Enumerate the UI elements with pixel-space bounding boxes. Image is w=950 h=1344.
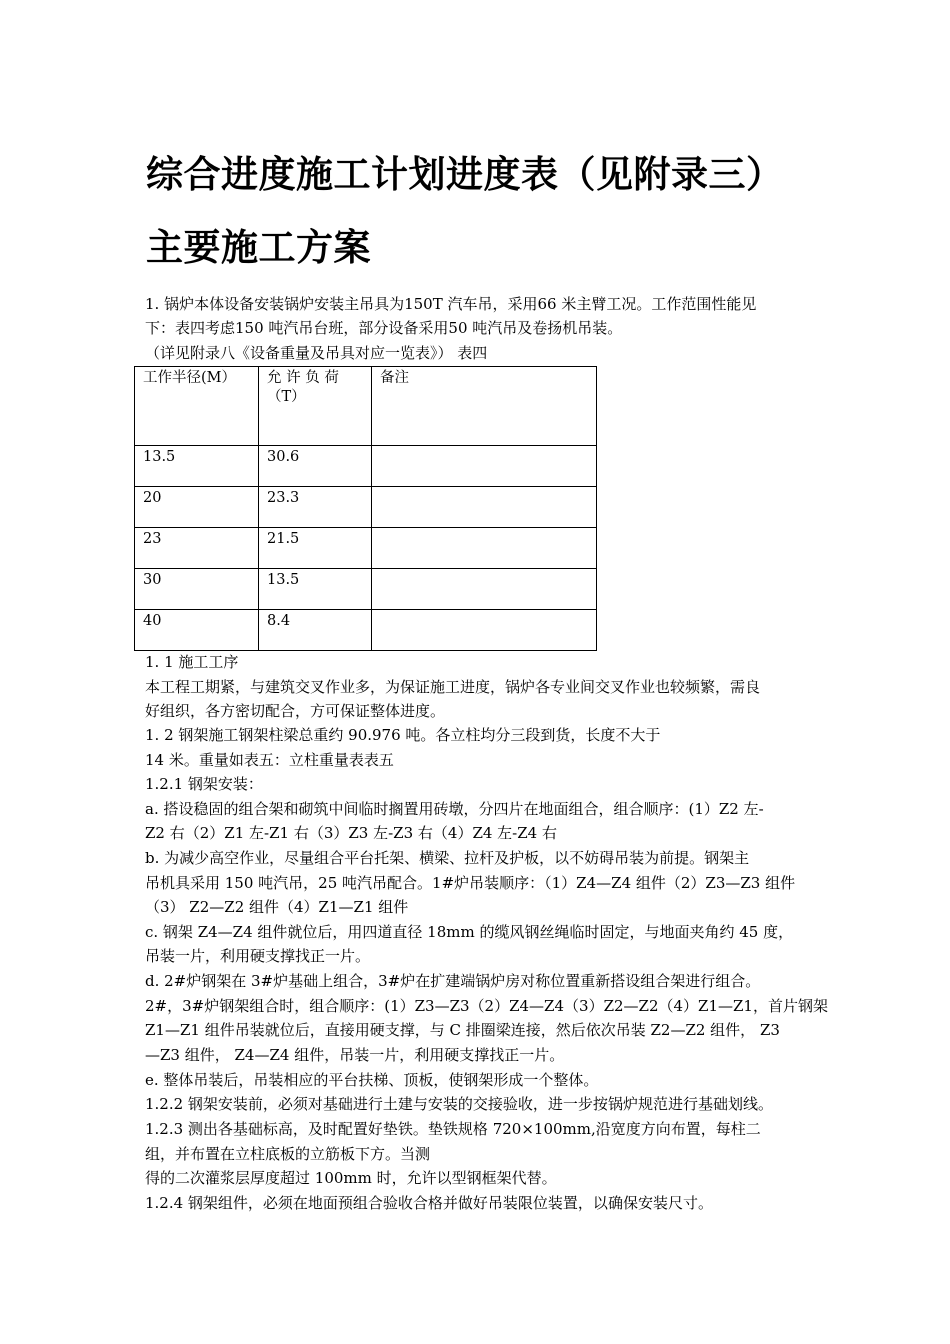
cell-remark [372,446,597,487]
body-line: c. 钢架 Z4—Z4 组件就位后，用四道直径 18mm 的缆风钢丝绳临时固定，与地面夹角约 45 度， [145,923,794,941]
cell-remark [372,610,597,651]
body-line: 吊机具采用 150 吨汽吊，25 吨汽吊配合。1#炉吊装顺序：（1）Z4—Z4 组件（2）Z3—Z3 组件 [145,874,796,892]
body-line: 1. 2 钢架施工钢架柱梁总重约 90.976 吨。各立柱均分三段到货，长度不大于 [145,726,661,744]
cell-radius: 40 [135,610,259,651]
intro-line: 1. 锅炉本体设备安装锅炉安装主吊具为150T 汽车吊，采用66 米主臂工况。工作范围性能见 [145,295,757,313]
body-line: d. 2#炉钢架在 3#炉基础上组合，3#炉在扩建端锅炉房对称位置重新搭设组合架进行组合。 [145,972,761,990]
body-line: （3） Z2—Z2 组件（4）Z1—Z1 组件 [145,898,409,916]
body-line: e. 整体吊装后，吊装相应的平台扶梯、顶板，使钢架形成一个整体。 [145,1071,599,1089]
table-row [135,569,597,610]
table-row [135,446,597,487]
table-row [135,487,597,528]
body-line: 1.2.2 钢架安装前，必须对基础进行土建与安装的交接验收，进一步按锅炉规范进行基础划线。 [145,1095,773,1113]
section-heading-1-1: 1. 1 施工工序 [145,653,239,671]
body-line: 本工程工期紧，与建筑交叉作业多，为保证施工进度，锅炉各专业间交叉作业也较频繁，需良 [145,678,761,696]
crane-capacity-table [134,366,597,651]
cell-remark [372,569,597,610]
cell-radius: 30 [135,569,259,610]
body-line: 14 米。重量如表五：立柱重量表表五 [145,751,394,769]
body-line: Z2 右（2）Z1 左-Z1 右（3）Z3 左-Z3 右（4）Z4 左-Z4 右 [145,824,557,842]
section-heading-1-2-1: 1.2.1 钢架安装： [145,775,263,793]
table-caption: （详见附录八《设备重量及吊具对应一览表》） 表四 [145,344,488,362]
header-load: 允 许 负 荷（T） [259,367,372,446]
cell-radius: 13.5 [135,446,259,487]
section-heading: 主要施工方案 [146,226,371,269]
body-line: 吊装一片，利用硬支撑找正一片。 [145,947,371,965]
table-row [135,610,597,651]
cell-load: 8.4 [259,610,372,651]
cell-remark [372,487,597,528]
body-line: b. 为减少高空作业，尽量组合平台托架、横梁、拉杆及护板，以不妨碍吊装为前提。钢架主 [145,849,750,867]
header-radius: 工作半径(M） [135,367,259,446]
cell-remark [372,528,597,569]
cell-radius: 20 [135,487,259,528]
cell-load: 21.5 [259,528,372,569]
body-line: —Z3 组件， Z4—Z4 组件，吊装一片，利用硬支撑找正一片。 [145,1046,565,1064]
body-line: a. 搭设稳固的组合架和砌筑中间临时搁置用砖墩，分四片在地面组合，组合顺序：(1）Z2 左- [145,800,764,818]
cell-load: 23.3 [259,487,372,528]
body-line: 好组织，各方密切配合，方可保证整体进度。 [145,702,446,720]
body-line: 组，并布置在立柱底板的立筋板下方。当测 [145,1145,431,1163]
body-line: 1.2.4 钢架组件，必须在地面预组合验收合格并做好吊装限位装置，以确保安装尺寸。 [145,1194,713,1212]
body-line: 2#，3#炉钢架组合时，组合顺序：(1）Z3—Z3（2）Z4—Z4（3）Z2—Z2（4）Z1—Z1，首片钢架 [145,997,828,1015]
cell-radius: 23 [135,528,259,569]
intro-line: 下：表四考虑150 吨汽吊台班，部分设备采用50 吨汽吊及卷扬机吊装。 [145,319,623,337]
body-line: 得的二次灌浆层厚度超过 100mm 时，允许以型钢框架代替。 [145,1169,557,1187]
page-title: 综合进度施工计划进度表（见附录三） [146,153,784,196]
table-row [135,528,597,569]
body-line: Z1—Z1 组件吊装就位后，直接用硬支撑，与 C 排圈梁连接，然后依次吊装 Z2—Z2 组件， Z3 [145,1021,780,1039]
header-remark: 备注 [372,367,597,446]
table-header-row [135,367,597,446]
cell-load: 13.5 [259,569,372,610]
cell-load: 30.6 [259,446,372,487]
body-line: 1.2.3 测出各基础标高，及时配置好垫铁。垫铁规格 720×100mm,沿宽度方向布置，每柱二 [145,1120,761,1138]
